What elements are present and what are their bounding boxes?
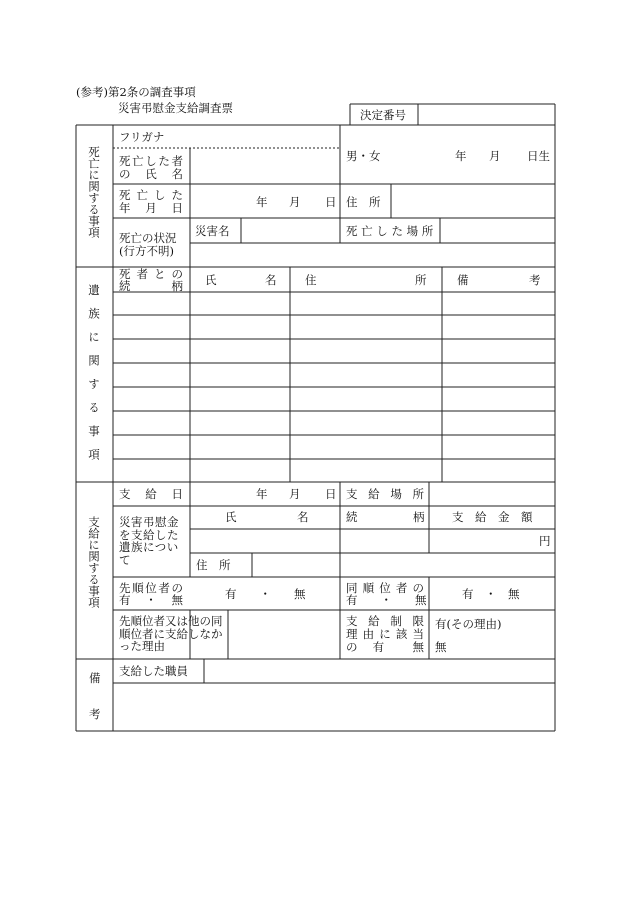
death-month: 月 bbox=[289, 195, 301, 209]
address-label: 住 所 bbox=[346, 195, 381, 209]
death-status-label-1: 死亡の状況 bbox=[119, 231, 177, 245]
payment-amount-label: 支 給 金 額 bbox=[452, 510, 533, 524]
remarks-title-a: 備 bbox=[89, 671, 101, 685]
death-status-label-2: (行方不明) bbox=[119, 244, 174, 258]
deceased-name-label-2: の 氏 名 bbox=[119, 167, 183, 181]
yen-unit: 円 bbox=[539, 534, 551, 548]
remarks-col-label-a: 備 bbox=[457, 273, 469, 287]
decision-number-label: 決定番号 bbox=[360, 108, 406, 122]
form-title: 災害弔慰金支給調査票 bbox=[118, 101, 233, 115]
reference-heading: (参考)第2条の調査事項 bbox=[76, 85, 196, 99]
recipient-name-label-b: 名 bbox=[297, 510, 309, 524]
payment-month: 月 bbox=[289, 487, 301, 501]
recipient-name-label-a: 氏 bbox=[225, 510, 237, 524]
relation-col-label-1: 死 者 と の bbox=[119, 267, 183, 281]
payment-date-label: 支 給 日 bbox=[119, 487, 183, 501]
death-date-label-1: 死 亡 し た bbox=[119, 188, 183, 202]
same-rank-label-2: 有 ・ 無 bbox=[346, 593, 427, 607]
dob-month: 月 bbox=[489, 149, 501, 163]
sex-label: 男・女 bbox=[346, 149, 381, 163]
name-col-label-b: 名 bbox=[265, 273, 277, 287]
limit-no-option: 無 bbox=[435, 640, 447, 654]
payment-day: 日 bbox=[325, 487, 337, 501]
payment-section-title: 支給に関する事項 bbox=[87, 516, 101, 608]
prior-rank-label-1: 先順位者の bbox=[119, 581, 183, 595]
remarks-col-label-b: 考 bbox=[529, 273, 541, 287]
non-payment-reason-label: 先順位者又は他の同順位者に支給しなかった理由 bbox=[119, 614, 223, 653]
death-section-title: 死亡に関する事項 bbox=[87, 146, 101, 238]
prior-rank-label-2: 有 ・ 無 bbox=[119, 593, 183, 607]
furigana-label: フリガナ bbox=[119, 130, 165, 144]
limit-reason-label-2: 理 由 に 該 当 bbox=[346, 627, 424, 641]
recipient-relation-label-a: 続 bbox=[346, 510, 358, 524]
death-date-label-2: 年 月 日 bbox=[119, 201, 183, 215]
prior-rank-value: 有 ・ 無 bbox=[225, 587, 306, 601]
limit-yes-option: 有(その理由) bbox=[435, 617, 502, 631]
limit-reason-label-1: 支 給 制 限 bbox=[346, 614, 424, 628]
paying-staff-label: 支給した職員 bbox=[119, 664, 188, 678]
payment-year: 年 bbox=[256, 487, 268, 501]
relation-col-label-2: 続 柄 bbox=[119, 279, 183, 293]
bereaved-section-title: 遺族に関する事項 bbox=[87, 284, 101, 472]
recipient-relation-label-b: 柄 bbox=[413, 510, 425, 524]
address-col-label-a: 住 bbox=[305, 273, 317, 287]
limit-reason-label-3: の 有 無 bbox=[346, 640, 424, 654]
dob-day: 日生 bbox=[527, 149, 550, 163]
recipient-address-label: 住 所 bbox=[196, 558, 231, 572]
death-year: 年 bbox=[256, 195, 268, 209]
disaster-name-label: 災害名 bbox=[195, 224, 230, 238]
deceased-name-label-1: 死亡した者 bbox=[119, 154, 183, 168]
same-rank-label-1: 同 順 位 者 の bbox=[346, 581, 424, 595]
death-day: 日 bbox=[325, 195, 337, 209]
death-place-label: 死 亡 し た 場 所 bbox=[346, 224, 434, 238]
dob-year: 年 bbox=[455, 149, 467, 163]
payment-place-label: 支 給 場 所 bbox=[346, 487, 424, 501]
recipient-label: 災害弔慰金を支給した遺族について bbox=[119, 515, 179, 567]
remarks-title-b: 考 bbox=[89, 707, 101, 721]
name-col-label-a: 氏 bbox=[205, 273, 217, 287]
address-col-label-b: 所 bbox=[415, 273, 427, 287]
same-rank-value: 有 ・ 無 bbox=[462, 587, 520, 601]
